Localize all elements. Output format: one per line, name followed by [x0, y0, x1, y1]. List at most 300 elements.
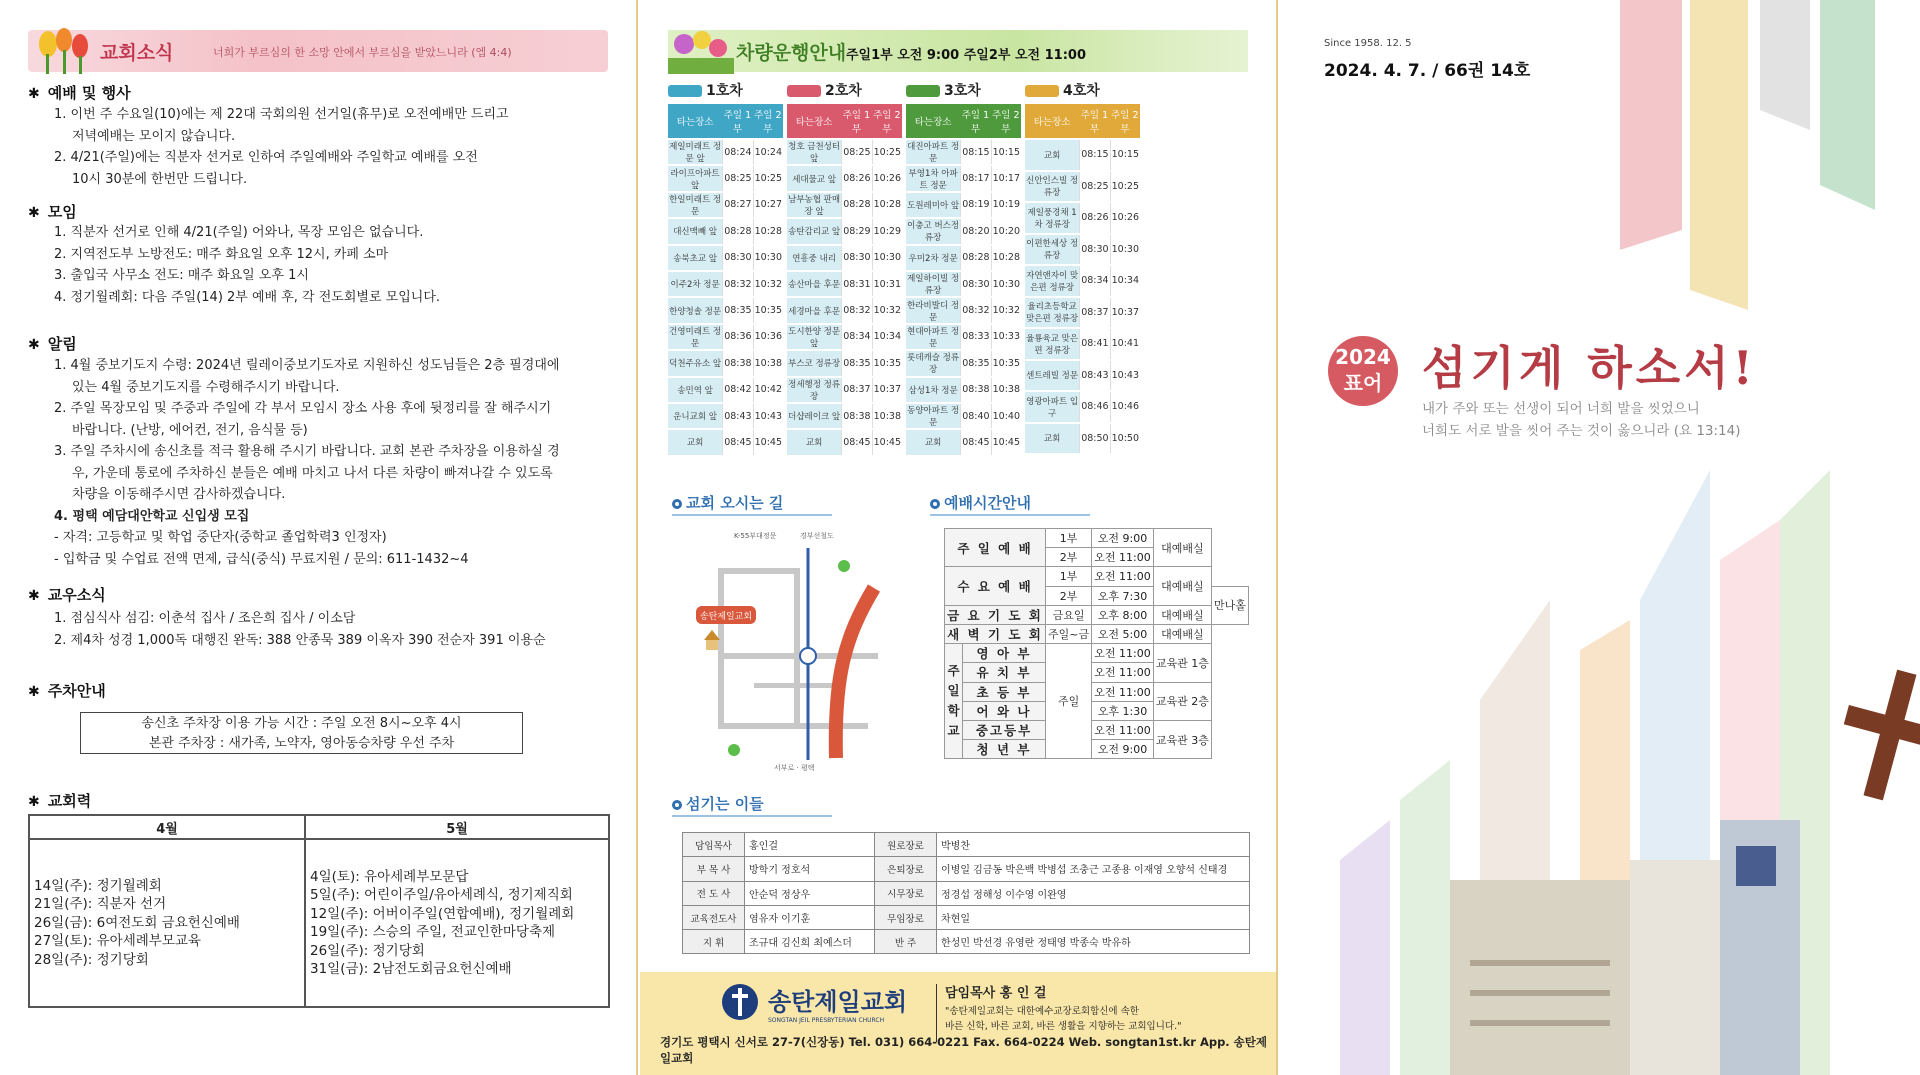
- stop-name: 더샵레이크 앞: [787, 404, 841, 428]
- departure-time: 10:15: [991, 140, 1021, 164]
- meeting-list: [54, 222, 614, 308]
- calendar-may-cell: 4일(토): 유아세례부모문답 5일(주): 어린이주일/유아세례식, 정기제직회 12일(주): 어버이주일(연합예배), 정기월례회 19일(주): 스승의 주일, 전교인한마당축제 26일(주): 정기당회 31일(금): 2남전도회금요헌신예배: [305, 839, 609, 1007]
- stop-name: 세대물교 앞: [787, 166, 841, 190]
- church-description: "송탄제일교회는 대한예수교장로회합신에 속한 바른 신학, 바른 교회, 바른 생활을 지향하는 교회입니다.": [945, 1006, 1182, 1032]
- members-list: [54, 608, 614, 651]
- church-news-panel: [0, 0, 638, 1075]
- service-part: 금요일: [1046, 605, 1092, 624]
- route-column-header: 타는장소: [668, 104, 722, 138]
- table-row: [906, 246, 1021, 270]
- table-row: [668, 272, 783, 296]
- section-title-members: ✱ 교우소식: [28, 586, 106, 604]
- list-item: 10시 30분에 한번만 드립니다.: [72, 171, 248, 187]
- table-row: [906, 430, 1021, 454]
- departure-time: 08:24: [722, 140, 752, 164]
- departure-time: 10:35: [753, 298, 783, 322]
- departure-time: 08:19: [960, 193, 990, 217]
- list-item: 2. 4/21(주일)에는 직분자 선거로 인하여 주일예배와 주일학교 예배를 오전: [54, 150, 478, 165]
- table-row: [787, 246, 902, 270]
- departure-time: 08:40: [960, 404, 990, 428]
- departure-time: 10:46: [1110, 392, 1140, 422]
- table-row: [668, 325, 783, 349]
- map-label-rail: 경부선철도: [800, 532, 834, 540]
- stop-name: 한양청솔 정문: [668, 298, 722, 322]
- departure-time: 08:32: [722, 272, 752, 296]
- departure-time: 10:26: [1110, 203, 1140, 233]
- service-place: 대예배실: [1153, 567, 1211, 605]
- bus-title: 차량운행안내: [736, 42, 847, 64]
- list-item: 1. 점심식사 섬김: 이춘석 집사 / 조은희 집사 / 이소담: [54, 611, 356, 626]
- departure-time: 08:38: [841, 404, 871, 428]
- route-column-header: 타는장소: [906, 104, 960, 138]
- departure-time: 10:38: [991, 378, 1021, 402]
- departure-time: 08:50: [1079, 424, 1109, 454]
- stop-name: 세경마을 후문: [787, 298, 841, 322]
- stop-name: 율리초등학교 맞은편 정류장: [1025, 298, 1079, 328]
- service-part: 1부: [1046, 529, 1092, 548]
- departure-time: 10:43: [753, 404, 783, 428]
- role-label: 은퇴장로: [875, 857, 937, 881]
- departure-time: 08:25: [722, 166, 752, 190]
- calendar-header-may: 5월: [305, 815, 609, 839]
- departure-time: 10:36: [753, 325, 783, 349]
- year-motto: 섬기게 하소서!: [1422, 341, 1757, 395]
- departure-time: 10:35: [872, 351, 902, 375]
- table-row: [787, 325, 902, 349]
- table-row: [906, 272, 1021, 296]
- stop-name: 남부농협 판매장 앞: [787, 193, 841, 217]
- service-time: 오전 11:00: [1092, 644, 1154, 663]
- departure-time: 08:33: [960, 325, 990, 349]
- service-name: 새 벽 기 도 회: [945, 624, 1046, 643]
- departure-time: 08:45: [722, 430, 752, 454]
- bus-icon: [1025, 85, 1059, 97]
- departure-time: 08:29: [841, 219, 871, 243]
- list-item: 4. 정기월례회: 다음 주일(14) 2부 예배 후, 각 전도회별로 모입니다.: [54, 289, 441, 305]
- footer: [640, 972, 1278, 1075]
- service-time: 오전 11:00: [1092, 567, 1154, 586]
- bus-route-table: [1025, 102, 1140, 455]
- member-names: 정경섭 정해성 이수영 이완영: [937, 881, 1250, 905]
- service-place: 대예배실: [1153, 529, 1211, 567]
- table-row: [1025, 361, 1140, 391]
- stop-name: 도시한양 정문 앞: [787, 325, 841, 349]
- departure-time: 10:29: [872, 219, 902, 243]
- departure-time: 10:45: [872, 430, 902, 454]
- church-address: 경기도 평택시 신서로 27-7(신장동) Tel. 031) 664-0221 Fax. 664-0224 Web. songtan1st.kr App. 송탄제일교회: [660, 1035, 1268, 1065]
- list-item: 2. 주일 목장모임 및 주중과 주일에 각 부서 모임시 장소 사용 후에 뒷정리를 잘 해주시기: [54, 401, 552, 416]
- list-item: 바랍니다. (난방, 에어컨, 전기, 음식물 등): [72, 422, 308, 438]
- directions-title: 교회 오시는 길: [672, 492, 783, 513]
- stop-name: 교회: [1025, 140, 1079, 170]
- list-item: 4. 평택 예담대안학교 신입생 모집: [54, 508, 250, 524]
- departure-time: 08:36: [722, 325, 752, 349]
- service-time: 오전 9:00: [1092, 529, 1154, 548]
- departure-time: 08:35: [722, 298, 752, 322]
- bus-route-table: [906, 102, 1021, 457]
- table-row: [945, 720, 1249, 739]
- route-column-header: 타는장소: [1025, 104, 1079, 138]
- stop-name: 한라비발디 정문: [906, 298, 960, 322]
- list-item: - 자격: 고등학교 및 학업 중단자(중학교 졸업학력3 인정자): [54, 530, 387, 545]
- stop-name: 자연앤자이 맞은편 정류장: [1025, 266, 1079, 296]
- service-time: 오후 8:00: [1092, 605, 1154, 624]
- departure-time: 08:31: [841, 272, 871, 296]
- departure-time: 08:28: [960, 246, 990, 270]
- service-place: 대예배실: [1153, 605, 1211, 624]
- stop-name: 율룡육교 맞은편 정류장: [1025, 329, 1079, 359]
- departure-time: 10:24: [753, 140, 783, 164]
- table-row: [683, 833, 1250, 857]
- table-row: [906, 140, 1021, 164]
- table-row: [787, 272, 902, 296]
- departure-time: 08:43: [1079, 361, 1109, 391]
- stop-name: 연흥중 내리: [787, 246, 841, 270]
- stop-name: 센트레빌 정문: [1025, 361, 1079, 391]
- departure-time: 08:35: [841, 351, 871, 375]
- section-title-calendar: ✱ 교회력: [28, 792, 92, 810]
- bus-route-label: 2호차: [787, 80, 862, 100]
- list-item: 차량을 이동해주시면 감사하겠습니다.: [72, 487, 286, 502]
- stop-name: 교회: [787, 430, 841, 454]
- church-logo-icon: [720, 982, 760, 1022]
- departure-time: 08:46: [1079, 392, 1109, 422]
- table-row: [906, 378, 1021, 402]
- service-time: 오전 11:00: [1092, 663, 1154, 682]
- stop-name: 삼성1차 정문: [906, 378, 960, 402]
- stop-name: 이충고 버스정류장: [906, 219, 960, 243]
- member-names: 조규대 김신희 최예스더: [745, 930, 875, 954]
- list-item: 있는 4월 중보기도지를 수령해주시기 바랍니다.: [72, 379, 340, 395]
- departure-time: 10:30: [1110, 235, 1140, 265]
- service-name: 금 요 기 도 회: [945, 605, 1046, 624]
- departure-time: 10:30: [872, 246, 902, 270]
- info-panel: [640, 0, 1278, 1075]
- motto-year-badge: 2024 표어: [1328, 336, 1398, 406]
- stop-name: 교회: [1025, 424, 1079, 454]
- departure-time: 08:25: [841, 140, 871, 164]
- motto-verse: 내가 주와 또는 선생이 되어 너희 발을 씻었으니 너희도 서로 발을 씻어 주는 것이 옳으니라 (요 13:14): [1422, 401, 1741, 439]
- stop-name: 정세행정 정류장: [787, 378, 841, 402]
- service-place: 교육관 1층: [1153, 644, 1211, 682]
- role-label: 시무장로: [875, 881, 937, 905]
- departure-time: 08:17: [960, 166, 990, 190]
- departure-time: 08:32: [960, 298, 990, 322]
- stop-name: 우미2차 정문: [906, 246, 960, 270]
- table-row: [668, 140, 783, 164]
- departure-time: 08:43: [722, 404, 752, 428]
- role-label: 원로장로: [875, 833, 937, 857]
- stop-name: 교회: [668, 430, 722, 454]
- section-title-notice: ✱ 알림: [28, 335, 77, 353]
- departure-time: 10:32: [991, 298, 1021, 322]
- stop-name: 청호 금천성터 앞: [787, 140, 841, 164]
- bus-banner: [668, 30, 1248, 72]
- table-row: [906, 166, 1021, 190]
- departure-time: 08:28: [722, 219, 752, 243]
- route-column-header: 주일 1부: [722, 104, 752, 138]
- stop-name: 이편한세상 정류장: [1025, 235, 1079, 265]
- role-label: 지 휘: [683, 930, 745, 954]
- tulip-icon: [34, 26, 100, 74]
- service-place: 만나홀: [1211, 586, 1248, 624]
- table-row: [945, 567, 1249, 586]
- stop-name: 대진아파트 정문: [906, 140, 960, 164]
- list-item: 우, 가운데 통로에 주차하신 분들은 예배 마치고 나서 다른 차량이 빠져나갈 수 있도록: [72, 465, 553, 481]
- departure-time: 08:34: [1079, 266, 1109, 296]
- stop-name: 롯데캐슬 정류장: [906, 351, 960, 375]
- table-row: [668, 246, 783, 270]
- table-row: [1025, 203, 1140, 233]
- table-row: [1025, 172, 1140, 202]
- departure-time: 08:15: [960, 140, 990, 164]
- table-row: [787, 219, 902, 243]
- servers-title: 섬기는 이들: [672, 793, 764, 814]
- member-names: 차현일: [937, 905, 1250, 929]
- service-name: 주 일 예 배: [945, 529, 1046, 567]
- stop-name: 덕천주유소 앞: [668, 351, 722, 375]
- table-row: [1025, 266, 1140, 296]
- departure-time: 10:43: [1110, 361, 1140, 391]
- parking-box: [80, 712, 523, 754]
- table-row: [683, 930, 1250, 954]
- table-row: [787, 378, 902, 402]
- stop-name: 대신맥빼 앞: [668, 219, 722, 243]
- stop-name: 한일미래트 정문: [668, 193, 722, 217]
- table-row: [668, 193, 783, 217]
- parking-line: 본관 주차장 : 새가족, 노약자, 영아동승차량 우선 주차: [148, 736, 455, 751]
- service-part: 1부: [1046, 567, 1092, 586]
- stop-name: 제일하이빌 정류장: [906, 272, 960, 296]
- stop-name: 부영1차 아파트 정문: [906, 166, 960, 190]
- map-label-church: 송탄제일교회: [699, 612, 753, 622]
- departure-time: 10:30: [753, 246, 783, 270]
- table-row: [787, 351, 902, 375]
- departure-time: 08:38: [722, 351, 752, 375]
- departure-time: 10:40: [991, 404, 1021, 428]
- departure-time: 08:30: [960, 272, 990, 296]
- route-column-header: 주일 2부: [1110, 104, 1140, 138]
- bus-route-label: 3호차: [906, 80, 981, 100]
- departure-time: 10:28: [991, 246, 1021, 270]
- bus-route-table: [787, 102, 902, 457]
- service-name: 중고등부: [963, 720, 1046, 739]
- service-time: 오전 11:00: [1092, 682, 1154, 701]
- service-table: [944, 528, 1249, 759]
- sunday-school-label: 주일학교: [945, 644, 963, 759]
- departure-time: 10:32: [753, 272, 783, 296]
- cover-art: [1280, 0, 1920, 1075]
- departure-time: 08:25: [1079, 172, 1109, 202]
- departure-time: 10:41: [1110, 329, 1140, 359]
- member-names: 염유자 이기훈: [745, 905, 875, 929]
- departure-time: 10:25: [753, 166, 783, 190]
- table-row: [1025, 424, 1140, 454]
- departure-time: 08:30: [722, 246, 752, 270]
- departure-time: 08:32: [841, 298, 871, 322]
- map-label-bottom: 서부로 · 평택: [774, 764, 815, 772]
- departure-time: 10:42: [753, 378, 783, 402]
- table-row: [945, 682, 1249, 701]
- stop-name: 현대아파트 정문: [906, 325, 960, 349]
- table-row: [906, 325, 1021, 349]
- bus-icon: [787, 85, 821, 97]
- table-row: [668, 351, 783, 375]
- table-row: [787, 404, 902, 428]
- bus-subtitle: 주일1부 오전 9:00 주일2부 오전 11:00: [846, 48, 1087, 63]
- table-row: [683, 857, 1250, 881]
- stop-name: 부스코 정류장: [787, 351, 841, 375]
- table-row: [906, 404, 1021, 428]
- role-label: 반 주: [875, 930, 937, 954]
- stop-name: 건영미래트 정문: [668, 325, 722, 349]
- route-column-header: 주일 1부: [841, 104, 871, 138]
- service-title: 예배시간안내: [930, 492, 1031, 513]
- role-label: 부 목 사: [683, 857, 745, 881]
- table-row: [668, 404, 783, 428]
- table-row: [906, 219, 1021, 243]
- table-row: [668, 166, 783, 190]
- departure-time: 10:37: [872, 378, 902, 402]
- departure-time: 10:25: [1110, 172, 1140, 202]
- service-part: 2부: [1046, 548, 1092, 567]
- service-place: 교육관 2층: [1153, 682, 1211, 720]
- notice-list: [54, 355, 614, 570]
- table-row: [1025, 298, 1140, 328]
- departure-time: 10:17: [991, 166, 1021, 190]
- calendar-header-april: 4월: [29, 815, 305, 839]
- departure-time: 10:45: [753, 430, 783, 454]
- table-row: [787, 166, 902, 190]
- departure-time: 10:45: [991, 430, 1021, 454]
- stop-name: 제일미래트 정문 앞: [668, 140, 722, 164]
- route-column-header: 주일 1부: [1079, 104, 1109, 138]
- departure-time: 10:38: [753, 351, 783, 375]
- departure-time: 10:34: [872, 325, 902, 349]
- departure-time: 10:20: [991, 219, 1021, 243]
- stop-name: 교회: [906, 430, 960, 454]
- table-row: [668, 430, 783, 454]
- table-row: [787, 193, 902, 217]
- stop-name: 운니교회 앞: [668, 404, 722, 428]
- stop-name: 제일풍경채 1차 정류장: [1025, 203, 1079, 233]
- service-place: 대예배실: [1153, 624, 1211, 643]
- stop-name: 영광아파트 입구: [1025, 392, 1079, 422]
- member-names: 홍인걸: [745, 833, 875, 857]
- table-row: [683, 905, 1250, 929]
- departure-time: 08:45: [841, 430, 871, 454]
- service-time: 오후 1:30: [1092, 701, 1154, 720]
- departure-time: 10:28: [753, 219, 783, 243]
- bus-route-label: 1호차: [668, 80, 743, 100]
- table-row: [906, 298, 1021, 322]
- list-item: 3. 출입국 사무소 전도: 매주 화요일 오후 1시: [54, 268, 309, 283]
- service-time: 오전 9:00: [1092, 740, 1154, 759]
- stop-name: 동양아파트 정문: [906, 404, 960, 428]
- departure-time: 08:42: [722, 378, 752, 402]
- table-row: [945, 624, 1249, 643]
- stop-name: 도원레미아 앞: [906, 193, 960, 217]
- senior-pastor: 담임목사 홍 인 걸: [945, 986, 1047, 1001]
- bus-route-label: 4호차: [1025, 80, 1100, 100]
- section-title-meeting: ✱ 모임: [28, 203, 77, 221]
- service-name: 초 등 부: [963, 682, 1046, 701]
- stop-name: 송민역 앞: [668, 378, 722, 402]
- servers-table: [682, 832, 1250, 954]
- departure-time: 10:31: [872, 272, 902, 296]
- table-row: [945, 605, 1249, 624]
- service-name: 영 아 부: [963, 644, 1046, 663]
- table-row: [906, 193, 1021, 217]
- role-label: 무임장로: [875, 905, 937, 929]
- list-item: 2. 지역전도부 노방전도: 매주 화요일 오후 12시, 카페 소마: [54, 246, 389, 262]
- list-item: 1. 이번 주 수요일(10)에는 제 22대 국회의원 선거일(휴무)로 오전예배만 드리고: [54, 107, 509, 122]
- cross-icon: [1844, 670, 1920, 801]
- departure-time: 08:38: [960, 378, 990, 402]
- departure-time: 08:37: [1079, 298, 1109, 328]
- stop-name: 신안인스빌 정류장: [1025, 172, 1079, 202]
- service-name: 어 와 나: [963, 701, 1046, 720]
- section-title-parking: ✱ 주차안내: [28, 682, 106, 700]
- service-time: 오전 11:00: [1092, 720, 1154, 739]
- departure-time: 10:19: [991, 193, 1021, 217]
- service-time: 오후 7:30: [1092, 586, 1154, 605]
- stop-name: 송탄감리교 앞: [787, 219, 841, 243]
- bus-icon: [668, 85, 702, 97]
- table-row: [906, 351, 1021, 375]
- departure-time: 08:27: [722, 193, 752, 217]
- worship-list: [54, 104, 614, 190]
- bus-route-table: [668, 102, 783, 457]
- route-column-header: 주일 1부: [960, 104, 990, 138]
- departure-time: 10:26: [872, 166, 902, 190]
- route-column-header: 주일 2부: [753, 104, 783, 138]
- table-row: [1025, 140, 1140, 170]
- news-subtitle: 너희가 부르심의 한 소망 안에서 부르심을 받았느니라 (엡 4:4): [213, 46, 512, 59]
- member-names: 안순덕 정상우: [745, 881, 875, 905]
- member-names: 한성민 박선경 유영란 정태영 박종숙 박유하: [937, 930, 1250, 954]
- departure-time: 08:45: [960, 430, 990, 454]
- list-item: 2. 제4차 성경 1,000독 대행진 완독: 388 안종묵 389 이옥자 390 전순자 391 이용순: [54, 632, 546, 648]
- church-name-en: SONGTAN JEIL PRESBYTERIAN CHURCH: [768, 1017, 885, 1024]
- list-item: 저녁예배는 모이지 않습니다.: [72, 128, 236, 144]
- departure-time: 10:38: [872, 404, 902, 428]
- table-row: [787, 430, 902, 454]
- stop-name: 라이프아파트 앞: [668, 166, 722, 190]
- route-column-header: 타는장소: [787, 104, 841, 138]
- since-date: Since 1958. 12. 5: [1324, 38, 1412, 49]
- departure-time: 08:26: [841, 166, 871, 190]
- map-label-k55: K-55부대정문: [734, 532, 777, 540]
- table-row: [787, 140, 902, 164]
- departure-time: 10:15: [1110, 140, 1140, 170]
- table-row: [945, 644, 1249, 663]
- route-column-header: 주일 2부: [991, 104, 1021, 138]
- departure-time: 08:35: [960, 351, 990, 375]
- service-time: 오전 11:00: [1092, 548, 1154, 567]
- issue-date: 2024. 4. 7. / 66권 14호: [1324, 61, 1531, 81]
- service-part: 주일: [1046, 644, 1092, 759]
- service-name: 수 요 예 배: [945, 567, 1046, 605]
- member-names: 이병일 김금동 박은백 박병섭 조충근 고종용 이재영 오향석 신태경: [937, 857, 1250, 881]
- flower-icon: [668, 26, 734, 74]
- service-name: 유 치 부: [963, 663, 1046, 682]
- service-part: 2부: [1046, 586, 1092, 605]
- church-name: 송탄제일교회: [768, 988, 908, 1016]
- table-row: [668, 298, 783, 322]
- departure-time: 08:41: [1079, 329, 1109, 359]
- departure-time: 10:33: [991, 325, 1021, 349]
